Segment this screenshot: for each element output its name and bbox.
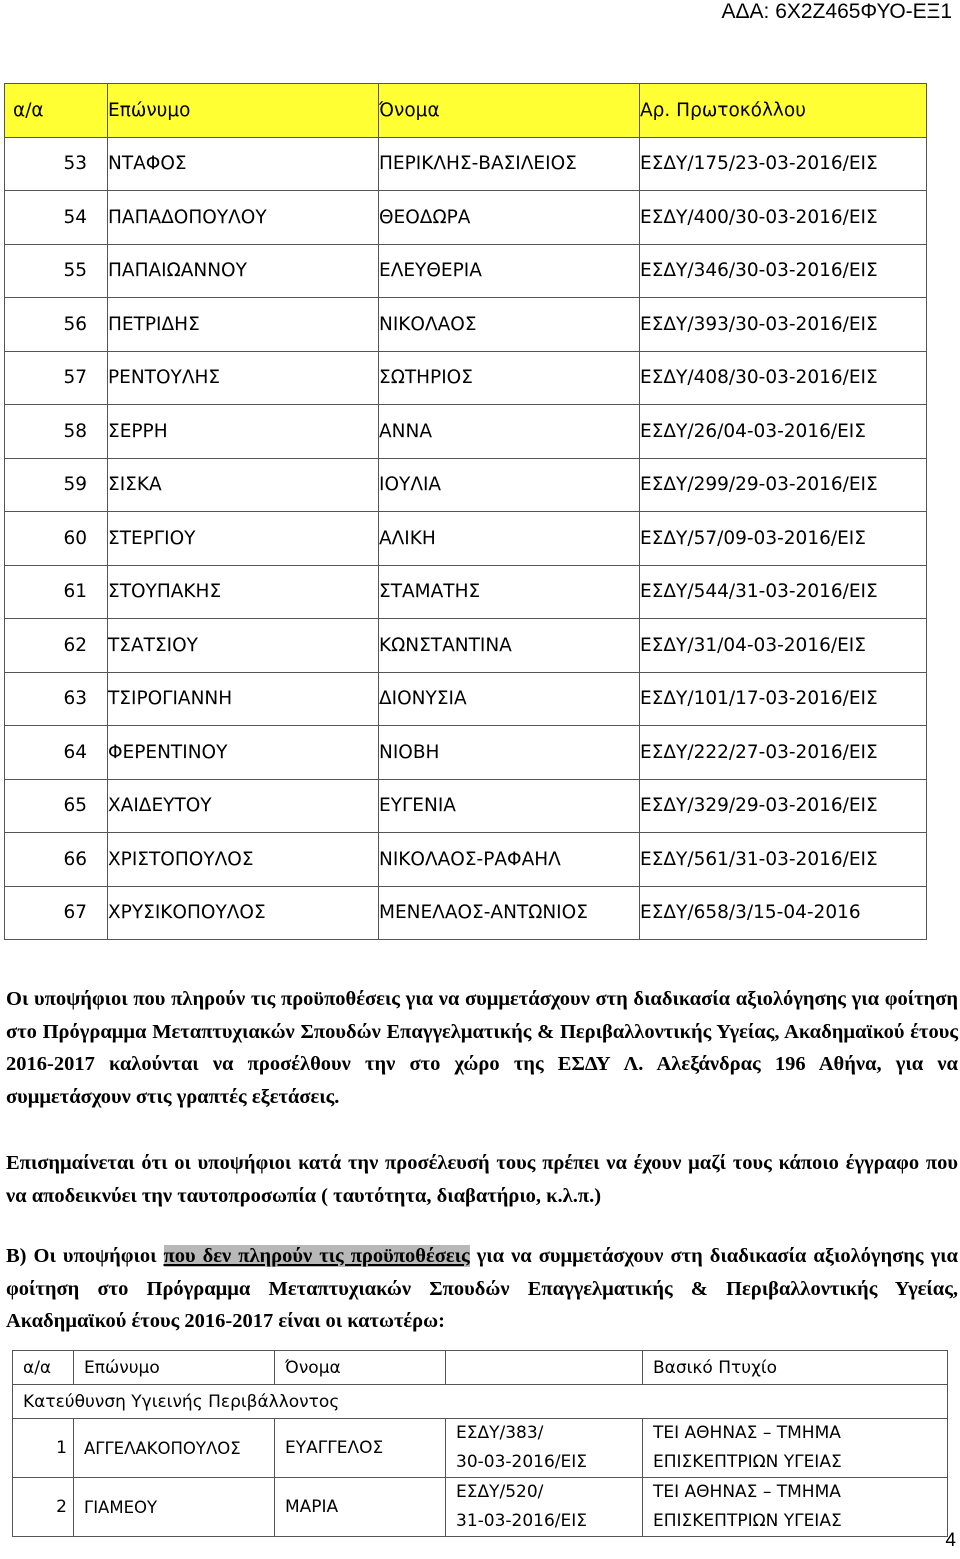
row-protocol: ΕΣΔΥ/393/30-03-2016/ΕΙΣ [640,298,927,352]
t2-header-name: Όνομα [275,1351,446,1385]
row-name: ΑΛΙΚΗ [379,512,640,566]
t2-row-degree-line: ΕΠΙΣΚΕΠΤΡΙΩΝ ΥΓΕΙΑΣ [653,1511,842,1531]
t2-row-surname-line: ΑΓΓΕΛΑΚΟΠΟΥΛΟΣ [84,1438,241,1458]
row-surname: ΧΡΥΣΙΚΟΠΟΥΛΟΣ [108,886,379,940]
row-surname: ΤΣΑΤΣΙΟΥ [108,619,379,673]
row-name: ΙΟΥΛΙΑ [379,458,640,512]
p3-before: Β) Οι υποψήφιοι [6,1245,164,1267]
p3-after: για να συμμετάσχουν στη διαδικασία αξιολόγησης για φοίτηση στο Πρόγραμμα Μεταπτυχιακών Σπουδών Επαγγελματικής & Περιβαλλοντικής Υγείας, Ακαδημαϊκού έτους 2016-2017 είναι οι κατωτέρω: [6,1245,958,1332]
t2-row-degree-line: ΤΕΙ ΑΘΗΝΑΣ – ΤΜΗΜΑ [653,1482,841,1502]
t2-row-degree [643,1419,948,1478]
row-protocol: ΕΣΔΥ/222/27-03-2016/ΕΙΣ [640,726,927,780]
row-name: ΕΛΕΥΘΕΡΙΑ [379,244,640,298]
table-header-row [5,84,927,138]
row-protocol: ΕΣΔΥ/544/31-03-2016/ΕΙΣ [640,565,927,619]
t2-row-surname [74,1419,275,1478]
row-aa: 66 [5,833,108,887]
t2-row-degree-line: ΤΕΙ ΑΘΗΝΑΣ – ΤΜΗΜΑ [653,1423,841,1443]
table-row [5,619,927,673]
t2-section-title: Κατεύθυνση Υγιεινής Περιβάλλοντος [13,1385,948,1419]
t2-row-protocol-line: ΕΣΔΥ/520/ [456,1482,544,1502]
header-protocol: Αρ. Πρωτοκόλλου [640,84,927,138]
row-surname: ΠΕΤΡΙΔΗΣ [108,298,379,352]
t2-header-protocol [446,1351,643,1385]
t2-row-aa-line: 1 [56,1437,67,1458]
row-aa: 62 [5,619,108,673]
header-aa: α/α [5,84,108,138]
row-protocol: ΕΣΔΥ/400/30-03-2016/ΕΙΣ [640,191,927,245]
t2-row-protocol-line: ΕΣΔΥ/383/ [456,1423,544,1443]
row-surname: ΧΡΙΣΤΟΠΟΥΛΟΣ [108,833,379,887]
t2-row-degree-line: ΕΠΙΣΚΕΠΤΡΙΩΝ ΥΓΕΙΑΣ [653,1452,842,1472]
t2-row-protocol [446,1419,643,1478]
row-name: ΝΙΚΟΛΑΟΣ-ΡΑΦΑΗΛ [379,833,640,887]
row-name: ΝΙΟΒΗ [379,726,640,780]
row-aa: 67 [5,886,108,940]
table-row [5,726,927,780]
t2-row-name-line: ΕΥΑΓΓΕΛΟΣ [285,1437,384,1458]
table-row [5,565,927,619]
row-protocol: ΕΣΔΥ/26/04-03-2016/ΕΙΣ [640,405,927,459]
table-row [5,191,927,245]
table-row [5,137,927,191]
row-protocol: ΕΣΔΥ/175/23-03-2016/ΕΙΣ [640,137,927,191]
t2-row-protocol-line: 30-03-2016/ΕΙΣ [456,1452,588,1472]
row-aa: 56 [5,298,108,352]
t2-header-degree: Βασικό Πτυχίο [643,1351,948,1385]
header-surname: Επώνυμο [108,84,379,138]
row-name: ΠΕΡΙΚΛΗΣ-ΒΑΣΙΛΕΙΟΣ [379,137,640,191]
row-aa: 61 [5,565,108,619]
header-name: Όνομα [379,84,640,138]
table2-section-row [13,1385,948,1419]
table-row [5,833,927,887]
row-name: ΣΤΑΜΑΤΗΣ [379,565,640,619]
table2-header-row [13,1351,948,1385]
not-qualified-table [12,1350,948,1537]
row-surname: ΦΕΡΕΝΤΙΝΟΥ [108,726,379,780]
t2-row-protocol-line: 31-03-2016/ΕΙΣ [456,1511,588,1531]
row-surname: ΣΕΡΡΗ [108,405,379,459]
row-aa: 64 [5,726,108,780]
t2-row-protocol [446,1478,643,1537]
row-protocol: ΕΣΔΥ/346/30-03-2016/ΕΙΣ [640,244,927,298]
paragraph-not-qualified [6,1240,958,1338]
row-name: ΔΙΟΝΥΣΙΑ [379,672,640,726]
row-name: ΑΝΝΑ [379,405,640,459]
row-aa: 58 [5,405,108,459]
t2-row-surname-line: ΓΙΑΜΕΟΥ [84,1497,158,1517]
row-surname: ΠΑΠΑΔΟΠΟΥΛΟΥ [108,191,379,245]
row-protocol: ΕΣΔΥ/299/29-03-2016/ΕΙΣ [640,458,927,512]
table-row [5,244,927,298]
row-surname: ΣΤΟΥΠΑΚΗΣ [108,565,379,619]
row-name: ΝΙΚΟΛΑΟΣ [379,298,640,352]
table2-row [13,1478,948,1537]
row-surname: ΡΕΝΤΟΥΛΗΣ [108,351,379,405]
t2-row-name-line: ΜΑΡΙΑ [285,1496,339,1517]
row-aa: 60 [5,512,108,566]
t2-row-name [275,1419,446,1478]
t2-row-name [275,1478,446,1537]
paragraph-id-notice: Επισημαίνεται ότι οι υποψήφιοι κατά την προσέλευσή τους πρέπει να έχουν μαζί τους κάποιο έγγραφο που να αποδεικνύει την ταυτοπροσωπία ( ταυτότητα, διαβατήριο, κ.λ.π.) [6,1152,958,1207]
row-surname: ΤΣΙΡΟΓΙΑΝΝΗ [108,672,379,726]
row-protocol: ΕΣΔΥ/31/04-03-2016/ΕΙΣ [640,619,927,673]
t2-row-surname [74,1478,275,1537]
table-row [5,405,927,459]
row-aa: 54 [5,191,108,245]
paragraph-qualified: Οι υποψήφιοι που πληρούν τις προϋποθέσεις για να συμμετάσχουν στη διαδικασία αξιολόγησης για φοίτηση στο Πρόγραμμα Μεταπτυχιακών Σπουδών Επαγγελματικής & Περιβαλλοντικής Υγείας, Ακαδημαϊκού έτους 2016-2017 καλούνται να προσέλθουν την στο χώρο της ΕΣΔΥ Λ. Αλεξάνδρας 196 Αθήνα, για να συμμετάσχουν στις γραπτές εξετάσεις. [6,988,958,1108]
row-aa: 65 [5,779,108,833]
row-name: ΜΕΝΕΛΑΟΣ-ΑΝΤΩΝΙΟΣ [379,886,640,940]
row-name: ΘΕΟΔΩΡΑ [379,191,640,245]
row-protocol: ΕΣΔΥ/57/09-03-2016/ΕΙΣ [640,512,927,566]
t2-row-aa [13,1419,74,1478]
row-protocol: ΕΣΔΥ/561/31-03-2016/ΕΙΣ [640,833,927,887]
row-name: ΚΩΝΣΤΑΝΤΙΝΑ [379,619,640,673]
table2-row [13,1419,948,1478]
row-protocol: ΕΣΔΥ/329/29-03-2016/ΕΙΣ [640,779,927,833]
row-aa: 59 [5,458,108,512]
row-name: ΕΥΓΕΝΙΑ [379,779,640,833]
ada-code: ΑΔΑ: 6Χ2Ζ465ΦΥΟ-ΕΞ1 [721,0,952,23]
table-row [5,779,927,833]
row-surname: ΝΤΑΦΟΣ [108,137,379,191]
row-surname: ΧΑΙΔΕΥΤΟΥ [108,779,379,833]
t2-row-aa-line: 2 [56,1496,67,1517]
row-protocol: ΕΣΔΥ/101/17-03-2016/ΕΙΣ [640,672,927,726]
row-aa: 63 [5,672,108,726]
table-row [5,298,927,352]
row-surname: ΣΙΣΚΑ [108,458,379,512]
page-number: 4 [945,1530,956,1551]
row-surname: ΠΑΠΑΙΩΑΝΝΟΥ [108,244,379,298]
candidates-table [4,83,927,940]
t2-header-surname: Επώνυμο [74,1351,275,1385]
row-protocol: ΕΣΔΥ/658/3/15-04-2016 [640,886,927,940]
p3-highlight: που δεν πληρούν τις προϋποθέσεις [163,1245,470,1267]
row-aa: 55 [5,244,108,298]
table-row [5,458,927,512]
row-name: ΣΩΤΗΡΙΟΣ [379,351,640,405]
table-row [5,672,927,726]
table-row [5,886,927,940]
t2-row-degree [643,1478,948,1537]
t2-header-aa: α/α [13,1351,74,1385]
t2-row-aa [13,1478,74,1537]
row-surname: ΣΤΕΡΓΙΟΥ [108,512,379,566]
table-row [5,351,927,405]
table-row [5,512,927,566]
row-aa: 57 [5,351,108,405]
row-aa: 53 [5,137,108,191]
row-protocol: ΕΣΔΥ/408/30-03-2016/ΕΙΣ [640,351,927,405]
